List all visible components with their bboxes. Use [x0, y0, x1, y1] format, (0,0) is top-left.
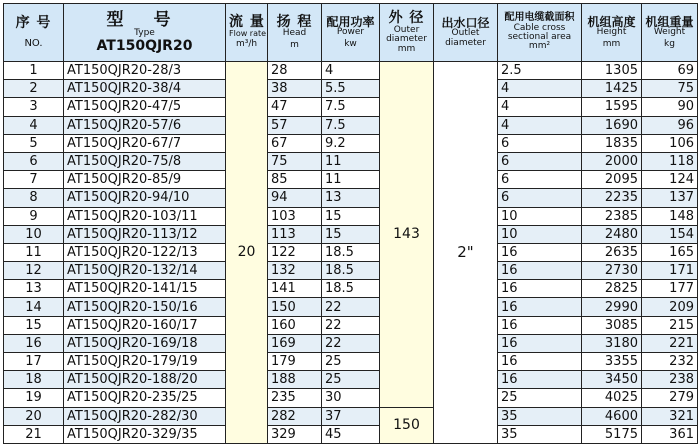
cell-model: AT150QJR20-141/15	[64, 280, 226, 298]
cell-head: 282	[268, 407, 322, 425]
cell-cable: 16	[498, 353, 582, 371]
cell-model: AT150QJR20-67/7	[64, 134, 226, 152]
header-cable-en2: sectional area	[507, 32, 572, 43]
cell-power: 22	[322, 316, 380, 334]
cell-height: 3180	[582, 334, 642, 352]
cell-cable: 35	[498, 425, 582, 443]
cell-model: AT150QJR20-113/12	[64, 225, 226, 243]
cell-no: 19	[4, 389, 64, 407]
cell-height: 3085	[582, 316, 642, 334]
header-model	[64, 4, 226, 62]
cell-model: AT150QJR20-38/4	[64, 80, 226, 98]
cell-model: AT150QJR20-57/6	[64, 116, 226, 134]
cell-power: 11	[322, 152, 380, 170]
header-model-cn: 型 号	[106, 9, 183, 30]
cell-model: AT150QJR20-94/10	[64, 189, 226, 207]
cell-model: AT150QJR20-160/17	[64, 316, 226, 334]
cell-height: 1690	[582, 116, 642, 134]
cell-power: 9.2	[322, 134, 380, 152]
header-flow-unit: m³/h	[235, 39, 258, 50]
cell-model: AT150QJR20-103/11	[64, 207, 226, 225]
cell-no: 3	[4, 98, 64, 116]
cell-head: 113	[268, 225, 322, 243]
header-outer-cn: 外 径	[388, 10, 425, 26]
cell-weight: 279	[642, 389, 698, 407]
cell-head: 329	[268, 425, 322, 443]
cell-no: 15	[4, 316, 64, 334]
cell-height: 2730	[582, 262, 642, 280]
cell-power: 13	[322, 189, 380, 207]
header-power	[322, 4, 380, 62]
cell-height: 2235	[582, 189, 642, 207]
cell-weight: 321	[642, 407, 698, 425]
header-power-unit: kw	[344, 38, 357, 49]
cell-outer-merged-a: 143	[380, 62, 434, 408]
table-row	[4, 80, 698, 98]
cell-height: 1835	[582, 134, 642, 152]
header-height-unit: mm	[602, 38, 621, 49]
header-outer-en1: Outer	[393, 24, 420, 35]
cell-head: 85	[268, 171, 322, 189]
cell-weight: 69	[642, 62, 698, 80]
cell-cable: 16	[498, 298, 582, 316]
cell-no: 20	[4, 407, 64, 425]
cell-head: 75	[268, 152, 322, 170]
cell-power: 22	[322, 298, 380, 316]
cell-cable: 6	[498, 189, 582, 207]
cell-cable: 4	[498, 80, 582, 98]
cell-no: 8	[4, 189, 64, 207]
cell-no: 21	[4, 425, 64, 443]
table-row	[4, 262, 698, 280]
table-row	[4, 353, 698, 371]
table-row	[4, 98, 698, 116]
cell-cable: 2.5	[498, 62, 582, 80]
cell-no: 14	[4, 298, 64, 316]
cell-no: 10	[4, 225, 64, 243]
cell-height: 4600	[582, 407, 642, 425]
cell-power: 25	[322, 371, 380, 389]
cell-weight: 96	[642, 116, 698, 134]
cell-no: 12	[4, 262, 64, 280]
table-row	[4, 116, 698, 134]
cell-no: 2	[4, 80, 64, 98]
cell-cable: 10	[498, 225, 582, 243]
cell-power: 11	[322, 171, 380, 189]
header-height	[582, 4, 642, 62]
cell-height: 3355	[582, 353, 642, 371]
table-row	[4, 243, 698, 261]
cell-cable: 16	[498, 371, 582, 389]
cell-height: 2385	[582, 207, 642, 225]
header-model-series: AT150QJR20	[96, 37, 193, 54]
cell-model: AT150QJR20-150/16	[64, 298, 226, 316]
cell-height: 2825	[582, 280, 642, 298]
cell-weight: 148	[642, 207, 698, 225]
header-outer	[380, 4, 434, 62]
cell-weight: 221	[642, 334, 698, 352]
cell-head: 160	[268, 316, 322, 334]
cell-height: 4025	[582, 389, 642, 407]
cell-model: AT150QJR20-282/30	[64, 407, 226, 425]
cell-outer-merged-b: 150	[380, 407, 434, 443]
cell-weight: 165	[642, 243, 698, 261]
table-body	[4, 62, 698, 444]
cell-head: 28	[268, 62, 322, 80]
header-outlet	[434, 4, 498, 62]
table-row	[4, 389, 698, 407]
header-cable-en1: Cable cross	[513, 22, 566, 33]
cell-no: 13	[4, 280, 64, 298]
cell-model: AT150QJR20-47/5	[64, 98, 226, 116]
cell-power: 18.5	[322, 262, 380, 280]
cell-height: 2990	[582, 298, 642, 316]
cell-weight: 75	[642, 80, 698, 98]
table-row	[4, 134, 698, 152]
cell-head: 103	[268, 207, 322, 225]
cell-height: 1595	[582, 98, 642, 116]
cell-head: 179	[268, 353, 322, 371]
cell-model: AT150QJR20-179/19	[64, 353, 226, 371]
header-cable-unit: mm²	[528, 41, 551, 52]
cell-weight: 361	[642, 425, 698, 443]
cell-model: AT150QJR20-75/8	[64, 152, 226, 170]
cell-model: AT150QJR20-329/35	[64, 425, 226, 443]
cell-power: 18.5	[322, 243, 380, 261]
cell-power: 22	[322, 334, 380, 352]
cell-weight: 137	[642, 189, 698, 207]
cell-power: 30	[322, 389, 380, 407]
cell-cable: 35	[498, 407, 582, 425]
header-head-cn: 扬 程	[276, 13, 313, 30]
header-head-en: Head	[282, 28, 307, 39]
cell-head: 47	[268, 98, 322, 116]
table-row	[4, 407, 698, 425]
header-cable-cn: 配用电缆截面积	[504, 12, 575, 24]
cell-height: 1425	[582, 80, 642, 98]
cell-head: 57	[268, 116, 322, 134]
table-row	[4, 152, 698, 170]
header-height-cn: 机组高度	[587, 14, 636, 29]
cell-height: 1305	[582, 62, 642, 80]
header-flow-en: Flow rate	[229, 28, 267, 38]
cell-no: 5	[4, 134, 64, 152]
cell-weight: 154	[642, 225, 698, 243]
header-outer-en2: diameter	[386, 34, 427, 45]
cell-cable: 6	[498, 134, 582, 152]
cell-head: 67	[268, 134, 322, 152]
table-row	[4, 207, 698, 225]
cell-cable: 16	[498, 316, 582, 334]
header-cable	[498, 4, 582, 62]
cell-no: 7	[4, 171, 64, 189]
cell-power: 7.5	[322, 116, 380, 134]
header-outlet-en2: diameter	[445, 37, 486, 48]
header-weight-en: Weight	[653, 27, 686, 38]
table-row	[4, 225, 698, 243]
header-weight-cn: 机组重量	[645, 14, 694, 29]
cell-power: 7.5	[322, 98, 380, 116]
cell-height: 5175	[582, 425, 642, 443]
cell-weight: 171	[642, 262, 698, 280]
cell-cable: 6	[498, 171, 582, 189]
cell-power: 18.5	[322, 280, 380, 298]
cell-no: 4	[4, 116, 64, 134]
header-height-en: Height	[596, 27, 627, 38]
header-power-en: Power	[336, 27, 365, 38]
cell-head: 235	[268, 389, 322, 407]
cell-weight: 215	[642, 316, 698, 334]
cell-model: AT150QJR20-235/25	[64, 389, 226, 407]
header-model-en: Type	[134, 28, 155, 39]
cell-no: 17	[4, 353, 64, 371]
header-weight-unit: kg	[664, 38, 675, 49]
header-outlet-en1: Outlet	[451, 28, 480, 39]
cell-weight: 177	[642, 280, 698, 298]
cell-weight: 238	[642, 371, 698, 389]
header-outer-unit: mm	[397, 43, 416, 54]
table-row	[4, 316, 698, 334]
header-weight	[642, 4, 698, 62]
cell-height: 2635	[582, 243, 642, 261]
header-head	[268, 4, 322, 62]
cell-power: 37	[322, 407, 380, 425]
cell-head: 94	[268, 189, 322, 207]
cell-model: AT150QJR20-188/20	[64, 371, 226, 389]
cell-weight: 118	[642, 152, 698, 170]
cell-head: 169	[268, 334, 322, 352]
cell-weight: 232	[642, 353, 698, 371]
cell-weight: 124	[642, 171, 698, 189]
cell-power: 5.5	[322, 80, 380, 98]
cell-head: 141	[268, 280, 322, 298]
cell-model: AT150QJR20-122/13	[64, 243, 226, 261]
cell-no: 11	[4, 243, 64, 261]
pump-spec-table	[3, 3, 698, 444]
cell-cable: 16	[498, 243, 582, 261]
cell-cable: 16	[498, 262, 582, 280]
table-row	[4, 298, 698, 316]
cell-power: 15	[322, 225, 380, 243]
cell-no: 16	[4, 334, 64, 352]
cell-cable: 4	[498, 98, 582, 116]
header-power-cn: 配用功率	[326, 14, 375, 29]
cell-no: 1	[4, 62, 64, 80]
header-seq-en: NO.	[24, 37, 43, 49]
cell-cable: 4	[498, 116, 582, 134]
cell-weight: 106	[642, 134, 698, 152]
header-flow	[226, 4, 268, 62]
table-row	[4, 189, 698, 207]
cell-model: AT150QJR20-132/14	[64, 262, 226, 280]
cell-height: 2095	[582, 171, 642, 189]
cell-power: 25	[322, 353, 380, 371]
cell-cable: 16	[498, 280, 582, 298]
cell-model: AT150QJR20-28/3	[64, 62, 226, 80]
cell-head: 150	[268, 298, 322, 316]
cell-no: 9	[4, 207, 64, 225]
cell-head: 122	[268, 243, 322, 261]
cell-model: AT150QJR20-169/18	[64, 334, 226, 352]
cell-head: 132	[268, 262, 322, 280]
header-seq	[4, 4, 64, 62]
header-flow-cn: 流 量	[229, 14, 265, 31]
cell-height: 3450	[582, 371, 642, 389]
table-row	[4, 371, 698, 389]
table-row	[4, 62, 698, 80]
cell-power: 15	[322, 207, 380, 225]
header-outlet-cn: 出水口径	[441, 15, 490, 30]
table-row	[4, 171, 698, 189]
header-seq-cn: 序 号	[15, 14, 52, 31]
cell-height: 2480	[582, 225, 642, 243]
cell-head: 188	[268, 371, 322, 389]
cell-cable: 25	[498, 389, 582, 407]
cell-no: 6	[4, 152, 64, 170]
cell-head: 38	[268, 80, 322, 98]
cell-height: 2000	[582, 152, 642, 170]
cell-no: 18	[4, 371, 64, 389]
cell-cable: 10	[498, 207, 582, 225]
header-head-unit: m	[290, 39, 299, 50]
cell-power: 4	[322, 62, 380, 80]
cell-cable: 6	[498, 152, 582, 170]
cell-outlet-merged: 2"	[434, 62, 498, 444]
cell-weight: 209	[642, 298, 698, 316]
cell-flow-merged: 20	[226, 62, 268, 444]
table-row	[4, 280, 698, 298]
table-row	[4, 334, 698, 352]
cell-cable: 16	[498, 334, 582, 352]
table-row	[4, 425, 698, 443]
cell-model: AT150QJR20-85/9	[64, 171, 226, 189]
cell-weight: 90	[642, 98, 698, 116]
cell-power: 45	[322, 425, 380, 443]
